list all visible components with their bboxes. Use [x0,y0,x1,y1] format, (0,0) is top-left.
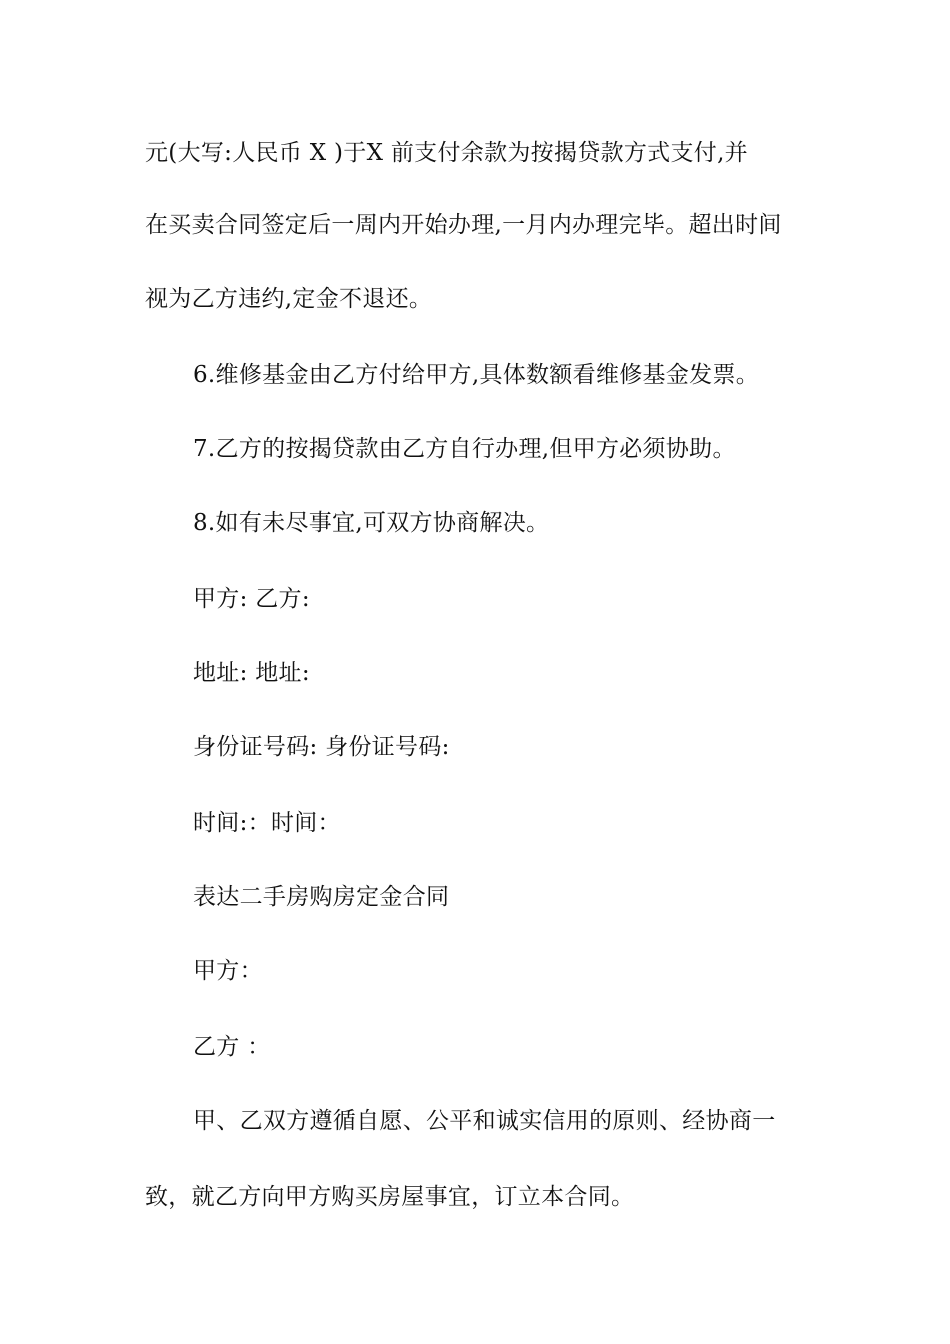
clause-7: 7.乙方的按揭贷款由乙方自行办理,但甲方必须协助。 [193,436,736,462]
clause-6: 6.维修基金由乙方付给甲方,具体数额看维修基金发票。 [193,362,760,388]
address-line: 地址: 地址: [193,660,310,686]
party-b-line: 乙方 ： [193,1034,271,1060]
id-number-line: 身份证号码: 身份证号码: [193,734,450,760]
party-line: 甲方: 乙方: [193,586,310,612]
clause-8: 8.如有未尽事宜,可双方协商解决。 [193,510,550,536]
contract-title: 表达二手房购房定金合同 [193,884,450,910]
party-a-line: 甲方： [193,958,263,984]
paragraph-line: 甲、乙双方遵循自愿、公平和诚实信用的原则、经协商一 [193,1108,776,1134]
paragraph-line: 视为乙方违约,定金不退还。 [145,286,433,312]
date-line: 时间:：时间： [193,810,341,836]
paragraph-line: 元(大写:人民币 X )于X 前支付余款为按揭贷款方式支付,并 [145,140,748,166]
paragraph-line: 致，就乙方向甲方购买房屋事宜，订立本合同。 [145,1184,635,1210]
paragraph-line: 在买卖合同签定后一周内开始办理,一月内办理完毕。超出时间 [145,212,782,238]
